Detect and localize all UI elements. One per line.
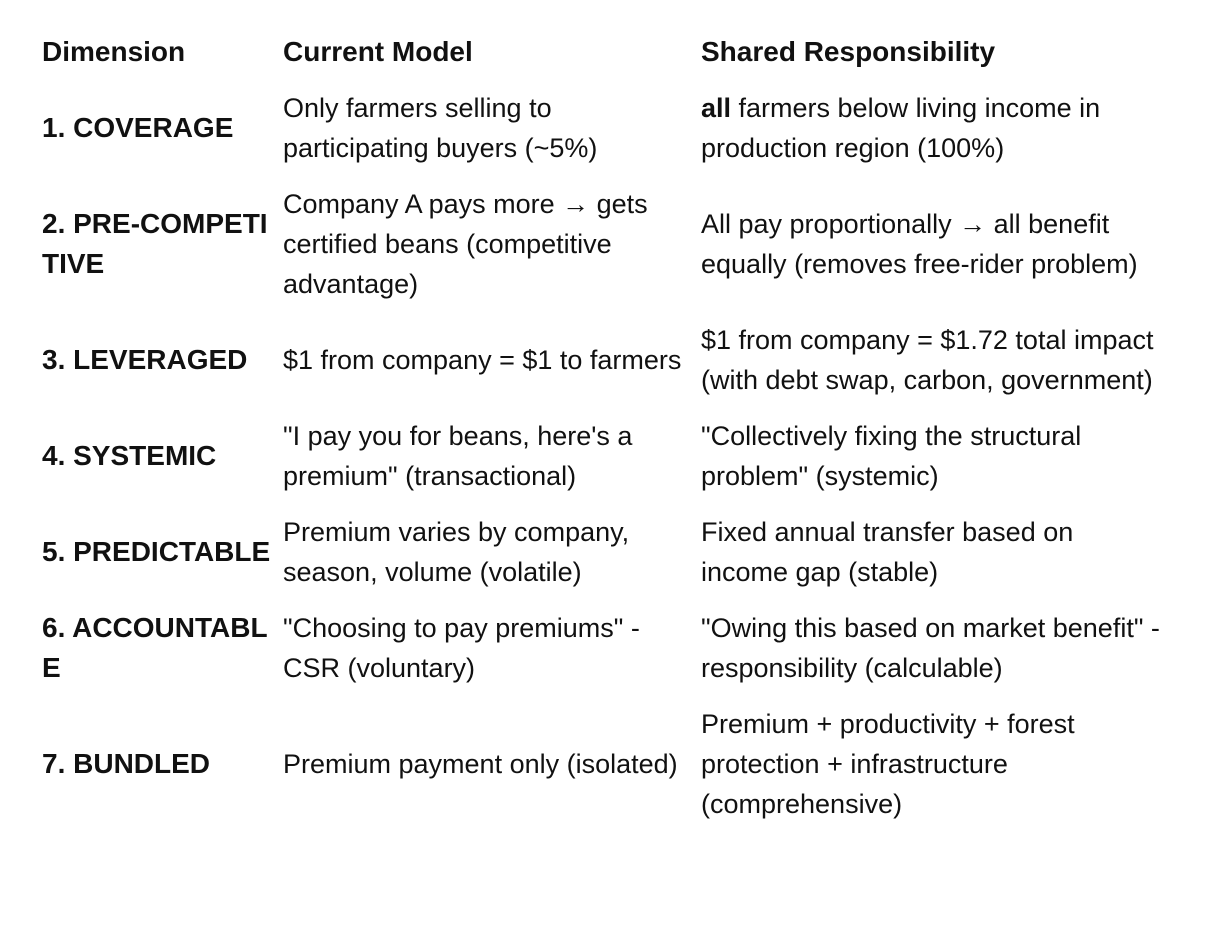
row-current-model: Premium payment only (isolated) (283, 749, 678, 779)
header-shared-responsibility: Shared Responsibility (701, 36, 996, 67)
row-current-model: "Choosing to pay premiums" - CSR (voluntary) (283, 613, 640, 683)
table-row (42, 504, 1182, 600)
row-current-model: $1 from company = $1 to farmers (283, 345, 682, 375)
table-row (42, 696, 1182, 832)
row-shared-responsibility: "Collectively fixing the structural problem" (systemic) (701, 421, 1082, 491)
row-shared-responsibility (701, 80, 1182, 176)
row-dimension: 6. ACCOUNTABLE (42, 612, 268, 683)
table-header (42, 26, 1182, 80)
row-current-model: Company A pays more → gets certified beans (competitive advantage) (283, 189, 648, 299)
row-current-model: Premium varies by company, season, volume (volatile) (283, 517, 630, 587)
header-current-model: Current Model (283, 36, 473, 67)
row-shared-responsibility: Fixed annual transfer based on income gap (stable) (701, 517, 1074, 587)
table-row (42, 600, 1182, 696)
row-dimension: 4. SYSTEMIC (42, 440, 217, 471)
table-row (42, 408, 1182, 504)
row-dimension: 3. LEVERAGED (42, 344, 248, 375)
row-shared-responsibility: All pay proportionally → all benefit equally (removes free-rider problem) (701, 209, 1138, 279)
comparison-table (42, 26, 1182, 832)
row-dimension: 1. COVERAGE (42, 112, 234, 143)
table-row (42, 312, 1182, 408)
row-dimension: 7. BUNDLED (42, 748, 211, 779)
row-shared-responsibility: $1 from company = $1.72 total impact (with debt swap, carbon, government) (701, 325, 1154, 395)
comparison-table-container (42, 26, 1182, 832)
table-row (42, 80, 1182, 176)
row-shared-responsibility: "Owing this based on market benefit" - responsibility (calculable) (701, 613, 1160, 683)
row-dimension: 5. PREDICTABLE (42, 536, 271, 567)
row-shared-responsibility: Premium + productivity + forest protection + infrastructure (comprehensive) (701, 709, 1075, 819)
header-row (42, 26, 1182, 80)
row-shared-text: farmers below living income in production region (100%) (701, 93, 1101, 163)
emphasis-text: all (701, 93, 732, 123)
row-current-model: "I pay you for beans, here's a premium" (transactional) (283, 421, 633, 491)
row-current-model: Only farmers selling to participating buyers (~5%) (283, 93, 598, 163)
table-row (42, 176, 1182, 312)
row-dimension: 2. PRE-COMPETITIVE (42, 208, 268, 279)
header-dimension: Dimension (42, 36, 186, 67)
table-body (42, 80, 1182, 832)
